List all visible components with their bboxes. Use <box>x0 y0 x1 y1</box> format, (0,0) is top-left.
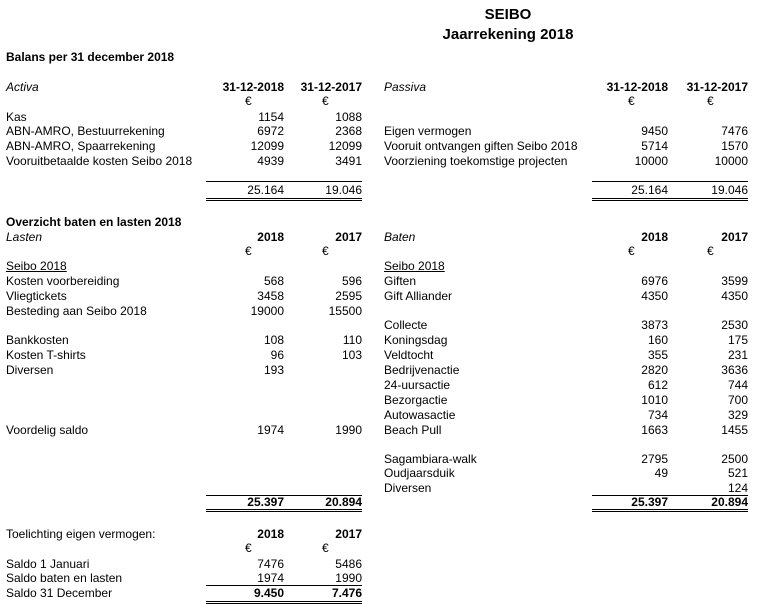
baten-row-v2: 1455 <box>721 423 748 437</box>
lasten-row-label: Kosten voorbereiding <box>6 274 120 288</box>
toelichting-col2-header: 2017 <box>335 527 362 541</box>
lasten-row-label: Diversen <box>6 363 54 377</box>
lasten-cur2: € <box>322 244 329 258</box>
baten-row-v1: 1010 <box>641 393 668 407</box>
activa-row-v1: 1154 <box>258 110 284 124</box>
lasten-row-label: Bankkosten <box>6 333 69 347</box>
baten-row-label: Bedrijvenactie <box>384 363 460 377</box>
baten-row-label: Autowasactie <box>384 408 456 422</box>
activa-row-v2: 3491 <box>335 154 362 168</box>
baten-total-v2: 20.894 <box>711 495 748 509</box>
baten-row-v2: 521 <box>727 466 748 480</box>
baten-row-v1: 2820 <box>641 363 668 377</box>
lasten-total-v2: 20.894 <box>325 495 362 509</box>
passiva-total-v1: 25.164 <box>631 183 668 197</box>
baten-col1-header: 2018 <box>641 230 668 244</box>
passiva-row-v1: 10000 <box>634 154 668 168</box>
passiva-total-underline <box>592 198 748 199</box>
passiva-col1-header: 31-12-2018 <box>606 80 668 94</box>
toelichting-row-v1: 7476 <box>257 557 284 571</box>
baten-row-v2: 124 <box>727 481 748 495</box>
baten-row-label: Giften <box>384 274 417 288</box>
baten-row-v1: 734 <box>647 408 668 422</box>
passiva-row-v1: 5714 <box>641 139 668 153</box>
baten-cur1: € <box>628 244 635 258</box>
toelichting-row-v2: 5486 <box>335 557 362 571</box>
balans-heading: Balans per 31 december 2018 <box>6 50 175 64</box>
lasten-row-v2: 110 <box>342 333 362 347</box>
baten-row-v2: 231 <box>727 348 748 362</box>
toelichting-final-v2: 7.476 <box>331 586 362 600</box>
passiva-row-v1: 9450 <box>641 124 668 138</box>
baten-row-v2: 744 <box>727 378 748 392</box>
baten-row-v1: 6976 <box>641 274 668 288</box>
baten-row-v2: 700 <box>727 393 748 407</box>
baten-row-label: Sagambiara-walk <box>384 452 477 466</box>
baten-row-label: Bezorgactie <box>384 393 448 407</box>
lasten-col2-header: 2017 <box>335 230 362 244</box>
passiva-total-rule <box>592 181 748 182</box>
activa-col1-header: 31-12-2018 <box>222 80 284 94</box>
toelichting-final-underline-double <box>206 603 362 604</box>
toelichting-final-label: Saldo 31 December <box>6 586 113 600</box>
passiva-total-v2: 19.046 <box>711 183 748 197</box>
baten-total-underline <box>592 509 748 510</box>
toelichting-row-label: Saldo baten en lasten <box>6 571 123 585</box>
baten-row-v2: 2530 <box>721 318 748 332</box>
toelichting-cur2: € <box>322 541 329 555</box>
passiva-row-label: Eigen vermogen <box>384 124 472 138</box>
lasten-col1-header: 2018 <box>257 230 284 244</box>
lasten-total-underline-double <box>206 511 362 512</box>
overzicht-heading: Overzicht baten en lasten 2018 <box>6 215 182 229</box>
baten-row-v1: 4350 <box>641 289 668 303</box>
toelichting-row-v2: 1990 <box>335 571 362 585</box>
activa-total-underline <box>206 198 362 199</box>
activa-row-v2: 2368 <box>335 124 362 138</box>
baten-row-v1: 160 <box>647 333 668 347</box>
activa-label: Activa <box>6 80 39 94</box>
lasten-row-v1: 1974 <box>257 423 284 437</box>
activa-total-v1: 25.164 <box>247 183 284 197</box>
lasten-row-v1: 96 <box>270 348 284 362</box>
activa-row-v2: 1088 <box>335 110 362 124</box>
passiva-total-underline-double <box>592 200 748 201</box>
toelichting-final-underline <box>206 601 362 602</box>
activa-row-label: Vooruitbetaalde kosten Seibo 2018 <box>6 154 193 168</box>
activa-row-v1: 4939 <box>257 154 284 168</box>
lasten-row-label: Voordelig saldo <box>6 423 89 437</box>
toelichting-row-v1: 1974 <box>257 571 284 585</box>
baten-cur2: € <box>707 244 714 258</box>
passiva-cur1: € <box>628 94 635 108</box>
passiva-row-label: Voorziening toekomstige projecten <box>384 154 568 168</box>
lasten-total-v1: 25.397 <box>247 495 284 509</box>
baten-row-v1: 3873 <box>641 318 668 332</box>
baten-row-v2: 3599 <box>721 274 748 288</box>
lasten-cur1: € <box>245 244 252 258</box>
lasten-label: Lasten <box>6 230 43 244</box>
baten-total-v1: 25.397 <box>631 495 668 509</box>
passiva-cur2: € <box>707 94 714 108</box>
baten-row-v2: 329 <box>727 408 748 422</box>
toelichting-col1-header: 2018 <box>257 527 284 541</box>
lasten-row-v1: 568 <box>263 274 284 288</box>
baten-row-label: 24-uursactie <box>384 378 451 392</box>
baten-row-label: Oudjaarsduik <box>384 466 455 480</box>
activa-row-label: ABN-AMRO, Spaarrekening <box>6 139 156 153</box>
baten-row-v1: 612 <box>647 378 668 392</box>
toelichting-final-v1: 9.450 <box>253 586 284 600</box>
passiva-label: Passiva <box>384 80 427 94</box>
activa-row-v2: 12099 <box>328 139 362 153</box>
baten-row-v1: 2795 <box>641 452 668 466</box>
baten-row-v2: 3636 <box>721 363 748 377</box>
toelichting-heading: Toelichting eigen vermogen: <box>6 527 156 541</box>
baten-row-label: Veldtocht <box>384 348 434 362</box>
lasten-row-v2: 596 <box>341 274 362 288</box>
activa-row-v1: 6972 <box>257 124 284 138</box>
toelichting-cur1: € <box>245 541 252 555</box>
activa-cur1: € <box>245 94 252 108</box>
baten-row-v1: 355 <box>647 348 668 362</box>
lasten-row-v1: 19000 <box>250 304 284 318</box>
report-title: SEIBO <box>484 6 532 23</box>
passiva-row-v2: 10000 <box>714 154 748 168</box>
passiva-row-v2: 1570 <box>721 139 748 153</box>
lasten-row-v1: 3458 <box>257 289 284 303</box>
activa-total-rule <box>206 181 362 182</box>
passiva-row-label: Vooruit ontvangen giften Seibo 2018 <box>384 139 578 153</box>
activa-total-v2: 19.046 <box>325 183 362 197</box>
activa-row-label: ABN-AMRO, Bestuurrekening <box>6 124 165 138</box>
activa-cur2: € <box>322 94 329 108</box>
lasten-row-v2: 15500 <box>328 304 362 318</box>
baten-label: Baten <box>384 230 416 244</box>
lasten-row-v2: 2595 <box>335 289 362 303</box>
baten-row-v2: 175 <box>727 333 748 347</box>
baten-total-underline-double <box>592 511 748 512</box>
activa-total-underline-double <box>206 200 362 201</box>
baten-row-label: Diversen <box>384 481 432 495</box>
baten-row-v1: 49 <box>654 466 668 480</box>
passiva-col2-header: 31-12-2017 <box>686 80 748 94</box>
baten-section: Seibo 2018 <box>384 259 445 273</box>
lasten-row-label: Kosten T-shirts <box>6 348 86 362</box>
baten-row-v1: 1663 <box>641 423 668 437</box>
baten-row-label: Collecte <box>384 318 428 332</box>
baten-row-label: Gift Alliander <box>384 289 453 303</box>
passiva-row-v2: 7476 <box>721 124 748 138</box>
toelichting-row-label: Saldo 1 Januari <box>6 557 90 571</box>
baten-col2-header: 2017 <box>721 230 748 244</box>
lasten-row-v2: 103 <box>341 348 362 362</box>
lasten-section: Seibo 2018 <box>6 259 67 273</box>
baten-row-label: Beach Pull <box>384 423 442 437</box>
lasten-row-v2: 1990 <box>335 423 362 437</box>
lasten-row-label: Vliegtickets <box>6 289 67 303</box>
lasten-row-v1: 193 <box>263 363 284 377</box>
activa-row-label: Kas <box>6 110 27 124</box>
report-subtitle: Jaarrekening 2018 <box>442 26 574 43</box>
activa-col2-header: 31-12-2017 <box>300 80 362 94</box>
lasten-row-label: Besteding aan Seibo 2018 <box>6 304 147 318</box>
lasten-row-v1: 108 <box>263 333 284 347</box>
baten-row-label: Koningsdag <box>384 333 448 347</box>
baten-row-v2: 2500 <box>721 452 748 466</box>
activa-row-v1: 12099 <box>250 139 284 153</box>
lasten-total-underline <box>206 509 362 510</box>
baten-row-v2: 4350 <box>721 289 748 303</box>
